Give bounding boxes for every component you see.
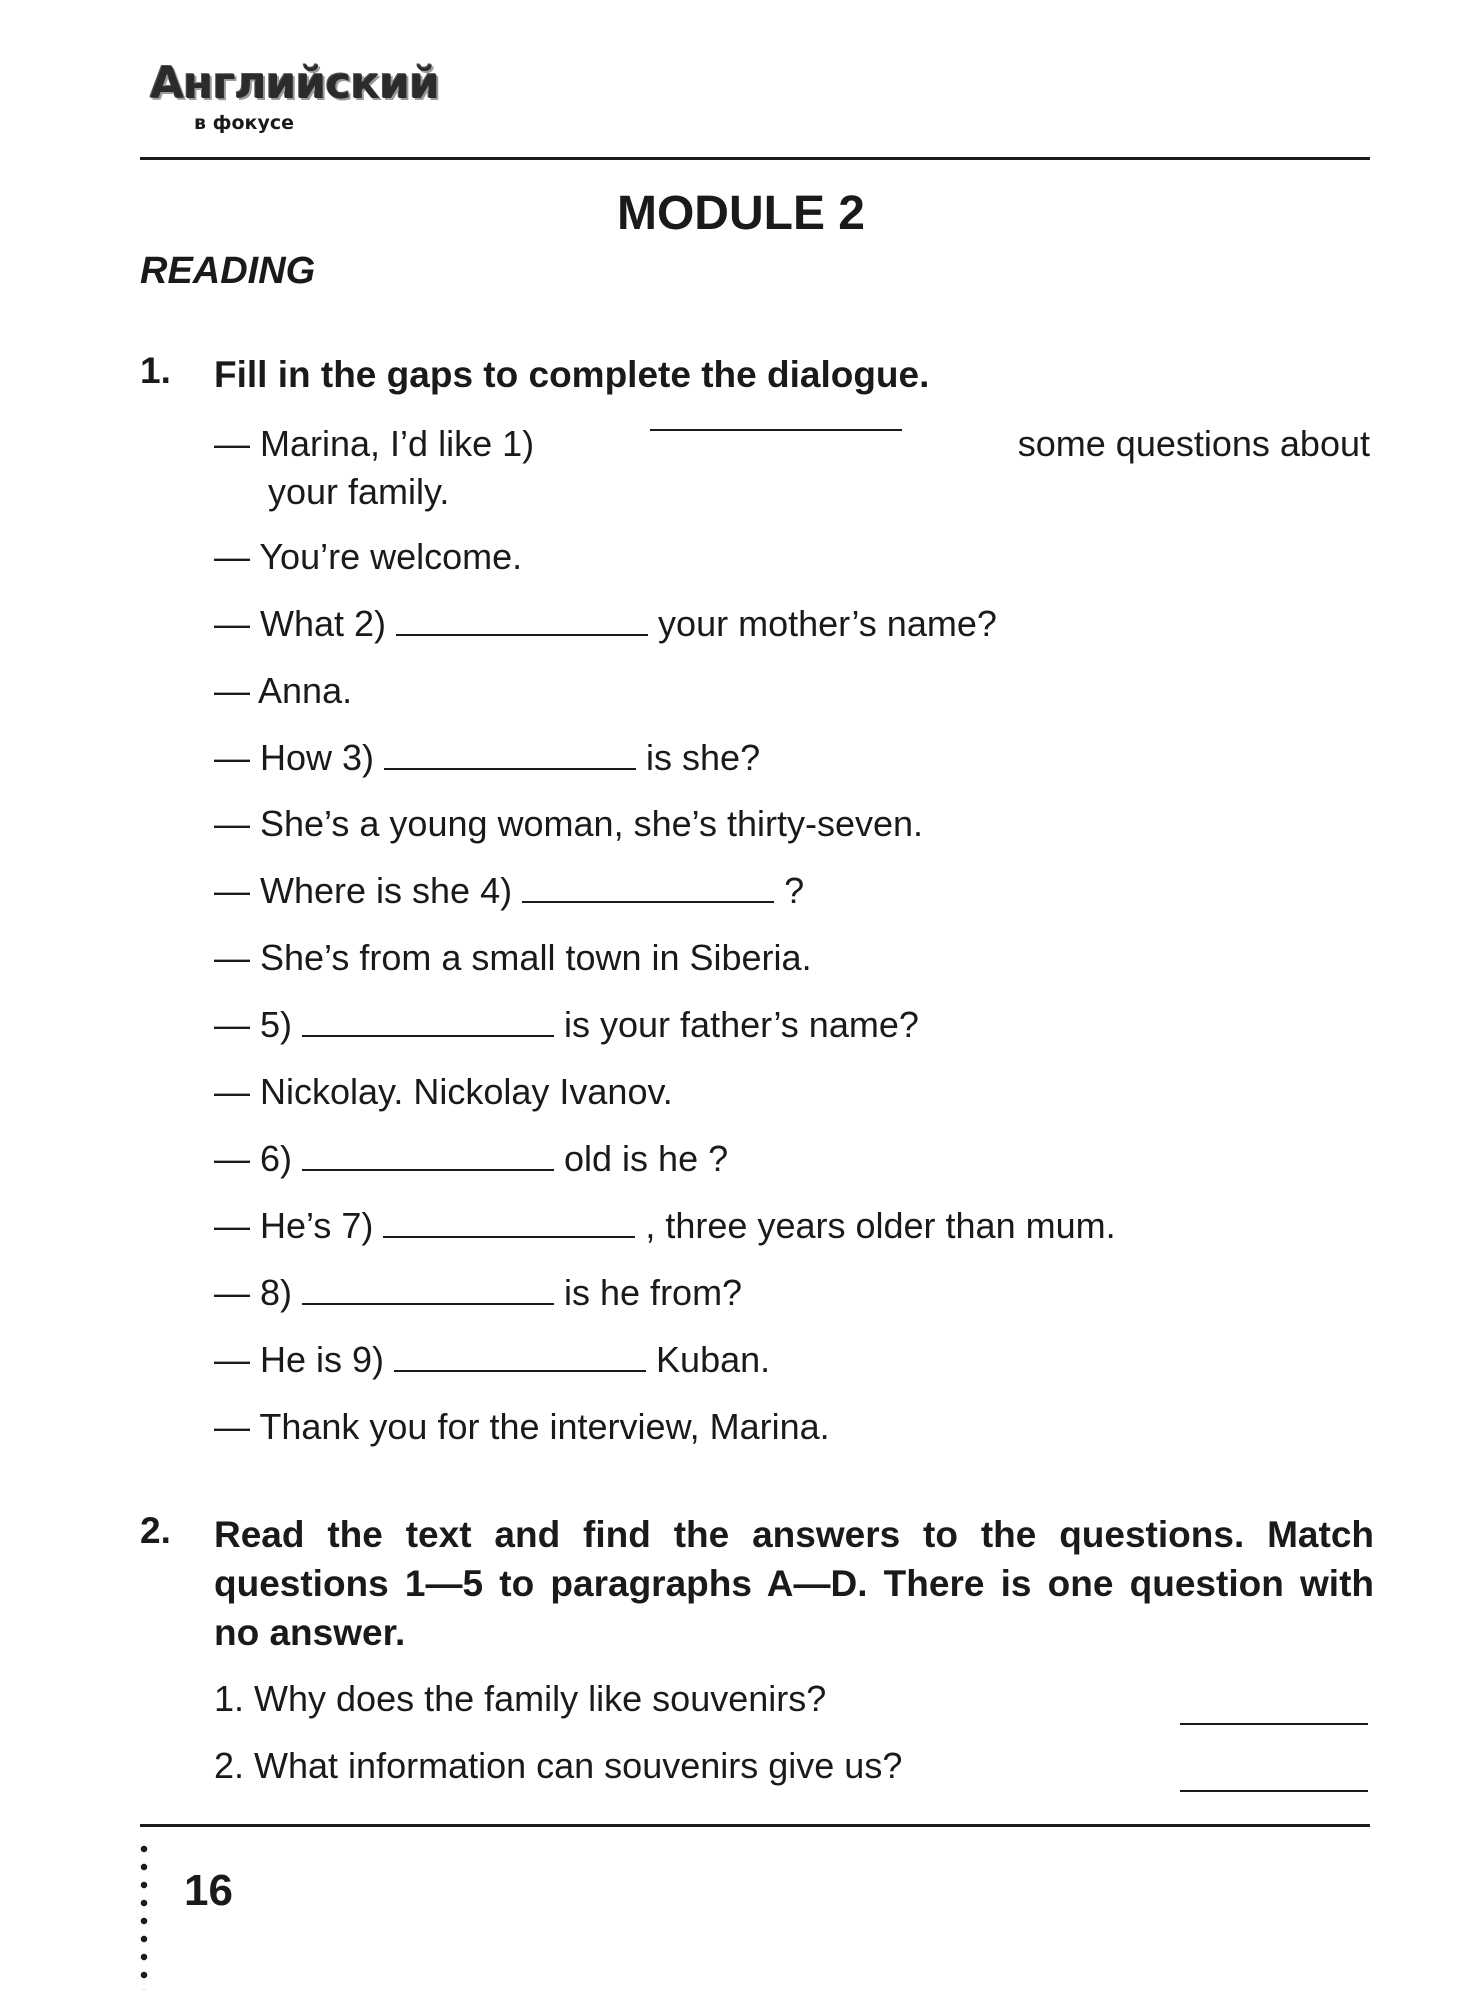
dialogue-text: your mother’s name? (658, 603, 997, 644)
gap-9[interactable] (394, 1370, 646, 1372)
dialogue-line-12 (214, 1202, 1116, 1250)
dialogue-text: — How 3) (214, 737, 375, 778)
dialogue-text: — Marina, I’d like 1) (214, 423, 535, 464)
gap-5[interactable] (302, 1035, 554, 1037)
logo-subtitle: в фокусе (194, 112, 294, 134)
dialogue-line-2: — You’re welcome. (214, 536, 523, 577)
dialogue-text: old is he ? (564, 1138, 729, 1179)
dialogue-line-4: — Anna. (214, 670, 353, 711)
dialogue-line-10: — Nickolay. Nickolay Ivanov. (214, 1071, 673, 1112)
gap-2[interactable] (396, 634, 648, 636)
dialogue-text: — 5) (214, 1004, 293, 1045)
dialogue-text: — 6) (214, 1138, 293, 1179)
dialogue-text: , three years older than mum. (645, 1205, 1116, 1246)
answer-blank-1[interactable] (1180, 1723, 1368, 1725)
gap-4[interactable] (522, 901, 774, 903)
dialogue-text: — He’s 7) (214, 1205, 374, 1246)
dialogue-text: — 8) (214, 1272, 293, 1313)
gap-1[interactable] (650, 429, 902, 431)
dialogue-text: — He is 9) (214, 1339, 385, 1380)
dialogue-line-9 (214, 1001, 919, 1049)
task-2-number: 2. (140, 1510, 171, 1551)
dialogue-text: ? (784, 870, 805, 911)
task-2-instruction: Read the text and find the answers to the questions. Match questions 1—5 to paragraphs A—D. There is one question with no answer. (214, 1514, 1374, 1653)
gap-6[interactable] (302, 1169, 554, 1171)
answer-blank-2[interactable] (1180, 1790, 1368, 1792)
logo-title: Английский (150, 58, 439, 109)
section-label: READING (140, 250, 316, 292)
dotted-margin-line (140, 1840, 148, 1990)
dialogue-line-8: — She’s from a small town in Siberia. (214, 937, 812, 978)
task-1-number: 1. (140, 350, 171, 391)
gap-8[interactable] (302, 1303, 554, 1305)
dialogue-line-3 (214, 600, 997, 648)
dialogue-line-13 (214, 1269, 742, 1317)
dialogue-line-5 (214, 734, 760, 782)
dialogue-text: — What 2) (214, 603, 387, 644)
dialogue-text: is she? (646, 737, 761, 778)
dialogue-line-6: — She’s a young woman, she’s thirty-seven. (214, 803, 924, 844)
dialogue-line-1-continuation: your family. (268, 471, 450, 512)
dialogue-line-15: — Thank you for the interview, Marina. (214, 1406, 830, 1447)
task-1-instruction: Fill in the gaps to complete the dialogue. (214, 354, 930, 395)
question-2: 2. What information can souvenirs give us? (214, 1745, 903, 1786)
question-1: 1. Why does the family like souvenirs? (214, 1678, 827, 1719)
dialogue-text: is your father’s name? (564, 1004, 919, 1045)
footer-rule (140, 1824, 1370, 1827)
dialogue-text: is he from? (564, 1272, 743, 1313)
module-title: MODULE 2 (616, 187, 865, 240)
gap-3[interactable] (384, 768, 636, 770)
dialogue-line-7 (214, 867, 804, 915)
book-logo (150, 58, 439, 148)
page-number: 16 (184, 1866, 233, 1915)
gap-7[interactable] (383, 1236, 635, 1238)
dialogue-text: Kuban. (656, 1339, 771, 1380)
dialogue-text: some questions about (1017, 423, 1370, 464)
dialogue-text: — Where is she 4) (214, 870, 513, 911)
dialogue-line-1 (214, 420, 1370, 468)
dialogue-line-11 (214, 1135, 728, 1183)
dialogue-line-14 (214, 1336, 770, 1384)
header-rule (140, 157, 1370, 160)
